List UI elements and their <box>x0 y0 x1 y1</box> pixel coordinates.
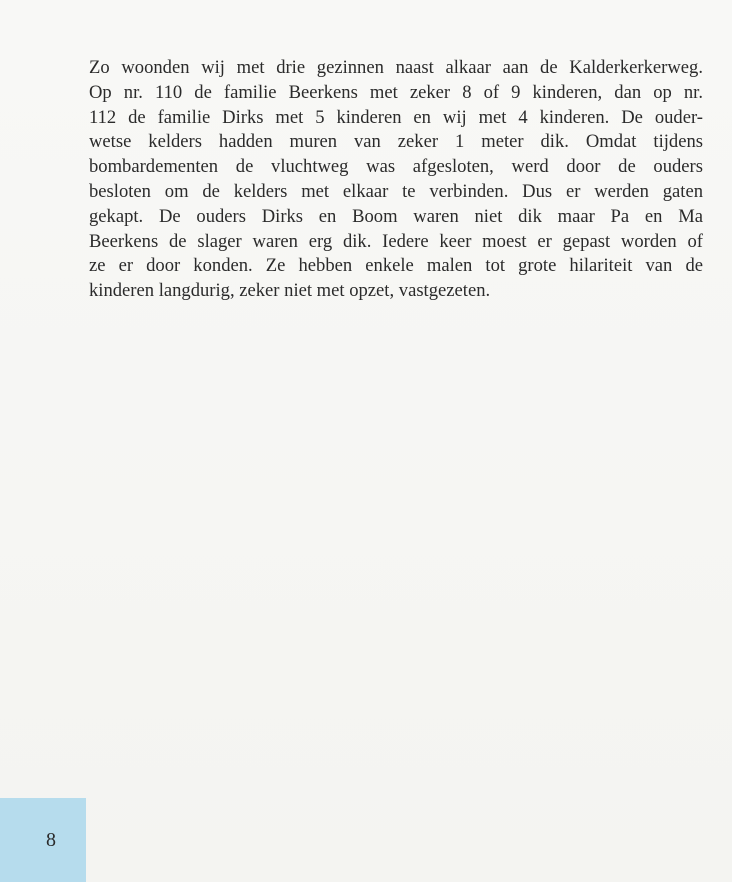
page-number-tab <box>0 798 86 882</box>
paragraph-line-7: gekapt. De ouders Dirks en Boom waren niet dik maar Pa en Ma <box>89 205 703 227</box>
paragraph-line-3: 112 de familie Dirks met 5 kinderen en wij met 4 kinderen. De ouder- <box>89 106 703 128</box>
paragraph-line-6: besloten om de kelders met elkaar te verbinden. Dus er werden gaten <box>89 180 703 202</box>
page-number: 8 <box>46 829 56 851</box>
paragraph-line-2: Op nr. 110 de familie Beerkens met zeker 8 of 9 kinderen, dan op nr. <box>89 81 703 103</box>
paragraph-line-5: bombardementen de vluchtweg was afgesloten, werd door de ouders <box>89 156 703 178</box>
paragraph-line-10: kinderen langdurig, zeker niet met opzet, vastgezeten. <box>89 280 491 302</box>
paragraph-line-1: Zo woonden wij met drie gezinnen naast alkaar aan de Kalderkerkerweg. <box>89 57 703 78</box>
paragraph-line-8: Beerkens de slager waren erg dik. Iedere keer moest er gepast worden of <box>89 230 703 252</box>
paragraph-line-4: wetse kelders hadden muren van zeker 1 meter dik. Omdat tijdens <box>89 131 703 153</box>
body-paragraph <box>89 56 703 304</box>
paragraph-line-9: ze er door konden. Ze hebben enkele malen tot grote hilariteit van de <box>89 255 703 277</box>
